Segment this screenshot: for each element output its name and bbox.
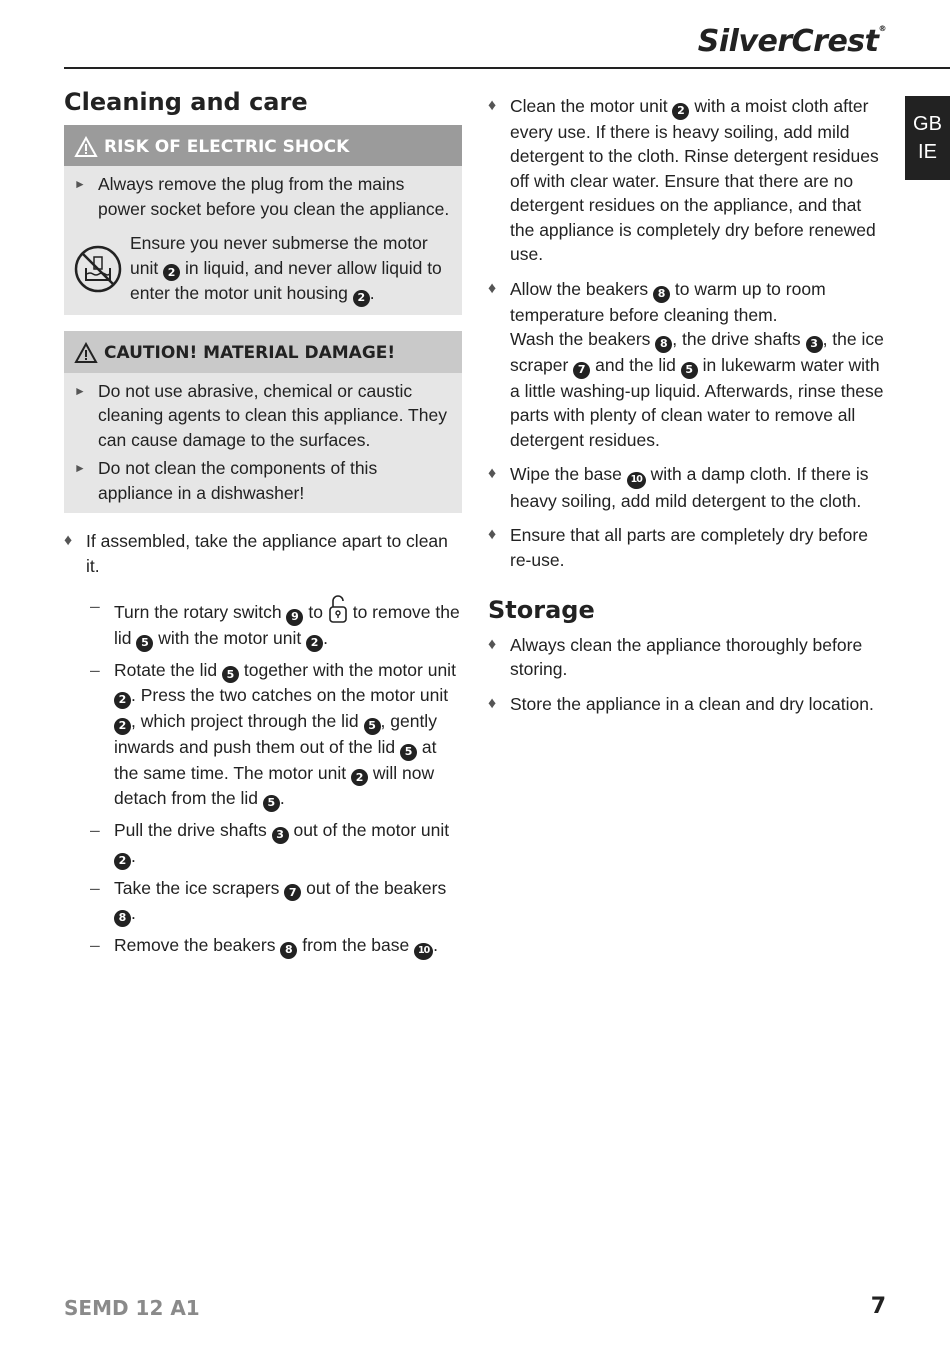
part-number-badge: 5: [136, 635, 153, 652]
dash-bullet-icon: –: [90, 659, 100, 680]
list-item: ♦ Allow the beakers 8 to warm up to room temperature before cleaning them. Wash the beakers 8 , the drive shafts 3 , the ice scraper 7 and the lid 5 in lukewarm water with a little washing-up liquid. Afterwards, rinse these parts with plenty of clean water to remove all detergent residues.: [488, 277, 888, 452]
list-item: ♦ Always clean the appliance thoroughly before storing.: [488, 633, 888, 682]
part-number-badge: 5: [222, 666, 239, 683]
header-rule: [64, 67, 950, 69]
dash-bullet-icon: –: [90, 877, 100, 898]
part-number-badge: 5: [263, 795, 280, 812]
section-title-storage: Storage: [488, 596, 595, 625]
step-item: – Turn the rotary switch 9 to to remove the lid 5 with the motor unit 2 .: [90, 594, 462, 652]
part-number-badge: 9: [286, 609, 303, 626]
diamond-bullet-icon: ♦: [488, 465, 497, 482]
list-item: ♦ Store the appliance in a clean and dry location.: [488, 692, 888, 717]
part-number-badge: 2: [351, 769, 368, 786]
material-damage-box: [64, 331, 462, 513]
electric-shock-heading-text: RISK OF ELECTRIC SHOCK: [104, 136, 350, 157]
step-item: – Pull the drive shafts 3 out of the motor unit 2 .: [90, 818, 462, 870]
logo-part-crest: Crest: [791, 24, 879, 59]
list-item: ► Do not use abrasive, chemical or caustic cleaning agents to clean this appliance. They can cause damage to the surfaces.: [74, 379, 452, 453]
part-number-badge: 5: [364, 718, 381, 735]
list-item: ♦ Clean the motor unit 2 with a moist cloth after every use. If there is heavy soiling, add mild detergent to the cloth. Rinse detergent residues off with clear water. Ensure that there are no detergent residues on the appliance, and that the appliance is completely dry before renewed use.: [488, 94, 888, 267]
logo-part-silver: Silver: [697, 24, 792, 59]
brand-logo: SilverCrest®: [697, 24, 886, 59]
part-number-badge: 5: [681, 362, 698, 379]
diamond-bullet-icon: ♦: [488, 279, 497, 297]
model-number: SEMD 12 A1: [64, 1296, 200, 1320]
arrow-bullet-icon: ►: [74, 383, 86, 398]
part-number-badge: 3: [272, 827, 289, 844]
part-number-badge: 8: [114, 910, 131, 927]
list-item: ♦ Wipe the base 10 with a damp cloth. If there is heavy soiling, add mild detergent to the cloth.: [488, 462, 888, 513]
arrow-bullet-icon: ►: [74, 461, 86, 475]
warning-triangle-icon: [74, 136, 98, 158]
list-item: ♦ Ensure that all parts are completely dry before re-use.: [488, 523, 888, 572]
part-number-badge: 2: [353, 290, 370, 307]
part-number-badge: 5: [400, 744, 417, 761]
material-damage-heading: [64, 331, 462, 373]
part-number-badge: 2: [163, 264, 180, 281]
no-immersion-icon: [74, 244, 124, 294]
diamond-bullet-icon: ♦: [64, 532, 73, 549]
step-item: – Take the ice scrapers 7 out of the beakers 8 .: [90, 876, 462, 928]
part-number-badge: 2: [114, 718, 131, 735]
left-column: [64, 90, 462, 966]
part-number-badge: 2: [672, 103, 689, 120]
page-number: 7: [870, 1294, 886, 1319]
part-number-badge: 2: [114, 692, 131, 709]
lang-ie: IE: [918, 141, 937, 163]
part-number-badge: 10: [414, 943, 433, 960]
dash-bullet-icon: –: [90, 596, 100, 616]
diamond-bullet-icon: ♦: [488, 526, 497, 544]
part-number-badge: 7: [573, 362, 590, 379]
part-number-badge: 7: [284, 884, 301, 901]
lang-gb: GB: [913, 113, 942, 135]
material-damage-heading-text: CAUTION! MATERIAL DAMAGE!: [104, 343, 396, 363]
part-number-badge: 8: [280, 942, 297, 959]
dash-bullet-icon: –: [90, 820, 100, 840]
language-tab: [905, 96, 950, 180]
no-submerse-text: Ensure you never submerse the motor unit 2 in liquid, and never allow liquid to enter the motor unit housing 2 .: [130, 231, 452, 307]
right-column: [488, 94, 888, 726]
part-number-badge: 8: [655, 336, 672, 353]
step-item: – Remove the beakers 8 from the base 10 .: [90, 933, 462, 960]
part-number-badge: 2: [306, 635, 323, 652]
section-title-cleaning: Cleaning and care: [64, 88, 308, 116]
part-number-badge: 2: [114, 853, 131, 870]
diamond-bullet-icon: ♦: [488, 97, 497, 114]
diamond-bullet-icon: ♦: [488, 694, 497, 712]
list-item: ♦ If assembled, take the appliance apart to clean it.: [64, 529, 462, 578]
arrow-bullet-icon: ►: [74, 177, 86, 191]
part-number-badge: 8: [653, 286, 670, 303]
warning-triangle-icon: [74, 342, 98, 364]
electric-shock-heading: [64, 125, 462, 167]
list-item: [74, 172, 452, 221]
list-item: ► Do not clean the components of this appliance in a dishwasher!: [74, 456, 452, 505]
part-number-badge: 3: [806, 336, 823, 353]
part-number-badge: 10: [627, 472, 646, 489]
dash-bullet-icon: –: [90, 935, 100, 955]
shock-item-text: Always remove the plug from the mains power socket before you clean the appliance.: [98, 174, 450, 219]
diamond-bullet-icon: ♦: [488, 635, 497, 653]
unlock-icon: [328, 594, 348, 624]
no-submerse-warning: [74, 231, 452, 311]
electric-shock-box: [64, 125, 462, 316]
step-item: – Rotate the lid 5 together with the motor unit 2 . Press the two catches on the motor unit 2 , which project through the lid 5 , gently inwards and push them out of the lid 5 at the same time. The motor unit 2 will now detach from the lid 5 .: [90, 658, 462, 813]
